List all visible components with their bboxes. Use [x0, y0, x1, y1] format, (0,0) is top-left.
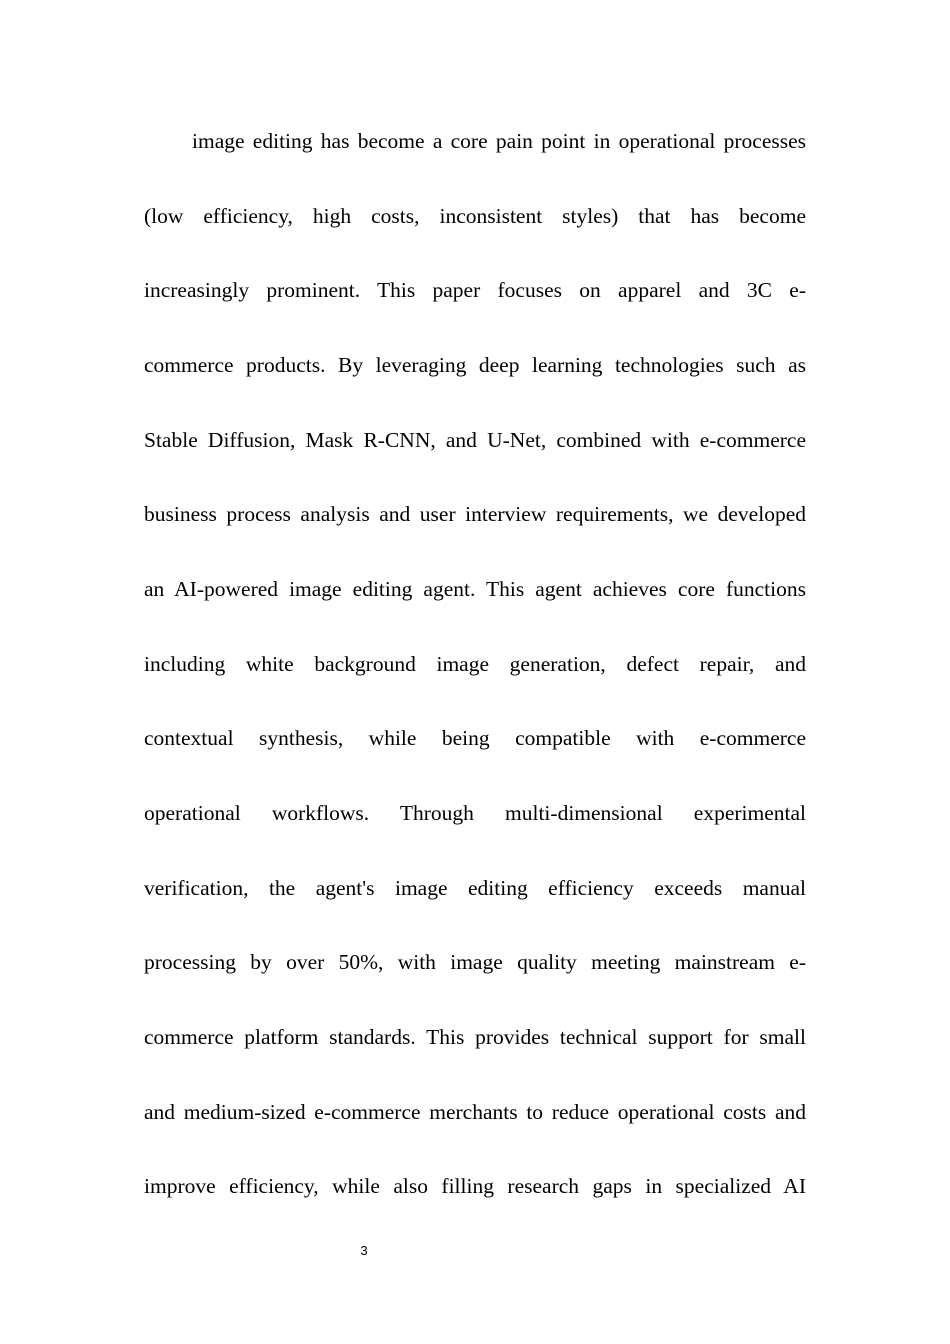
paragraph-line: commerce products. By leveraging deep learning technologies such as — [144, 353, 806, 377]
paragraph-line: Stable Diffusion, Mask R-CNN, and U-Net, combined with e-commerce — [144, 428, 806, 452]
paragraph-line: business process analysis and user interview requirements, we developed — [144, 502, 806, 526]
paragraph-line: and medium-sized e-commerce merchants to reduce operational costs and — [144, 1100, 806, 1124]
paragraph-line: including white background image generation, defect repair, and — [144, 652, 806, 676]
paragraph-line: an AI-powered image editing agent. This agent achieves core functions — [144, 577, 806, 601]
paragraph-line: (low efficiency, high costs, inconsistent styles) that has become — [144, 204, 806, 228]
paragraph-line: processing by over 50%, with image quality meeting mainstream e- — [144, 950, 806, 974]
paragraph-line: image editing has become a core pain point in operational processes — [192, 129, 806, 153]
paragraph-line: increasingly prominent. This paper focuses on apparel and 3C e- — [144, 278, 806, 302]
paragraph-line: contextual synthesis, while being compatible with e-commerce — [144, 726, 806, 750]
paragraph-line: operational workflows. Through multi-dimensional experimental — [144, 801, 806, 825]
paragraph-line: verification, the agent's image editing efficiency exceeds manual — [144, 876, 806, 900]
paragraph-line: improve efficiency, while also filling research gaps in specialized AI — [144, 1174, 806, 1198]
paragraph-line: commerce platform standards. This provides technical support for small — [144, 1025, 806, 1049]
page-number: 3 — [360, 1243, 368, 1258]
